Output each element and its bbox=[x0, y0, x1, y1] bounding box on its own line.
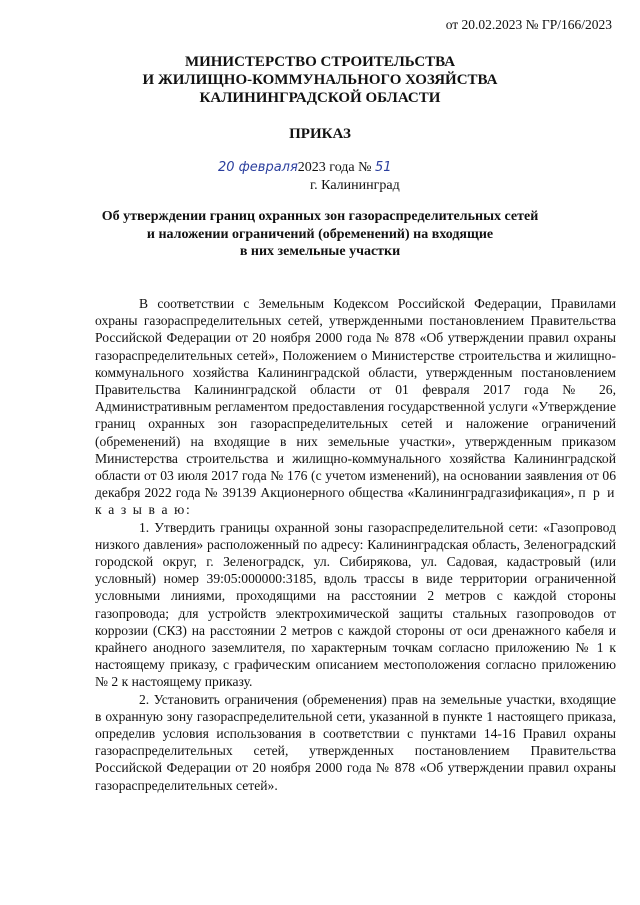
ministry-heading bbox=[0, 53, 640, 107]
item-2-paragraph: 2. Установить ограничения (обременения) прав на земельные участки, входящие в охранную зону газораспределительной сети, указанной в пункте 1 настоящего приказа, определив условия использования в соответствии с пунктами 14-16 Правил охраны газораспределительных сетей, утвержденных постановлением Правительства Российской Федерации от 20 ноября 2000 года № 878 «Об утверждении правил охраны газораспределительных сетей». bbox=[95, 691, 616, 793]
title-line-2: и наложении ограничений (обременений) на входящие bbox=[146, 226, 494, 242]
item-1-paragraph: 1. Утвердить границы охранной зоны газораспределительной сети: «Газопровод низкого давления» расположенный по адресу: Калининградская область, Зеленоградский городской округ, г. Зеленоградск, ул. Сибирякова, ул. Садовая, кадастровый (или условный) номер 39:05:000000:3185, вдоль трассы в виде территории ограниченной условными линиями, проходящими на расстоянии 2 метров с каждой стороны газопровода; для устройств электрохимической защиты стальных газопроводов от коррозии (СКЗ) на расстоянии 2 метров с каждой стороны от оси дренажного кабеля и крайнего анодного заземлителя, по характерным точкам согласно приложению № 1 к настоящему приказу, с графическим описанием местоположения согласно приложению № 2 к настоящему приказу. bbox=[95, 519, 616, 690]
order-word: п р и к а з ы в а ю: bbox=[95, 485, 616, 518]
handwritten-number: 51 bbox=[374, 160, 392, 175]
registration-stamp: от 20.02.2023 № ГР/166/2023 bbox=[445, 17, 612, 32]
title-line-3: в них земельные участки bbox=[239, 244, 401, 259]
preamble-text: В соответствии с Земельным Кодексом Российской Федерации, Правилами охраны газораспределительных сетей, утвержденными постановлением Правительства Российской Федерации от 20 ноября 2000 года № 878 «Об утверждении правил охраны газораспределительных сетей», Положением о Министерстве строительства и жилищно-коммунального хозяйства Калининградской области, утвержденным постановлением Правительства Калининградской области от 01 февраля 2017 года № 26, Административным регламентом предоставления государственной услуги «Утверждение границ охранных зон газораспределительных сетей и наложение ограничений (обременений) на входящие в них земельные участки», утвержденным приказом Министерства строительства и жилищно-коммунального хозяйства Калининградской области от 03 июля 2017 года № 176 (с учетом изменений), на основании заявления от 06 декабря 2022 года № 39139 Акционерного общества «Калининградгазификация», bbox=[95, 296, 616, 501]
ministry-line-2: И ЖИЛИЩНО-КОММУНАЛЬНОГО ХОЗЯЙСТВА bbox=[142, 72, 498, 88]
order-title bbox=[0, 208, 640, 261]
ministry-line-1: МИНИСТЕРСТВО СТРОИТЕЛЬСТВА bbox=[184, 54, 456, 70]
document-type: ПРИКАЗ bbox=[289, 126, 351, 142]
handwritten-date: 20 февраля bbox=[218, 160, 298, 175]
ministry-line-3: КАЛИНИНГРАДСКОЙ ОБЛАСТИ bbox=[199, 90, 441, 106]
order-date-line bbox=[218, 160, 392, 176]
order-body bbox=[95, 295, 616, 794]
title-line-1: Об утверждении границ охранных зон газораспределительных сетей bbox=[101, 209, 539, 224]
order-year-text: 2023 года № bbox=[297, 160, 372, 175]
preamble-paragraph bbox=[95, 295, 616, 519]
order-city: г. Калининград bbox=[310, 178, 400, 193]
